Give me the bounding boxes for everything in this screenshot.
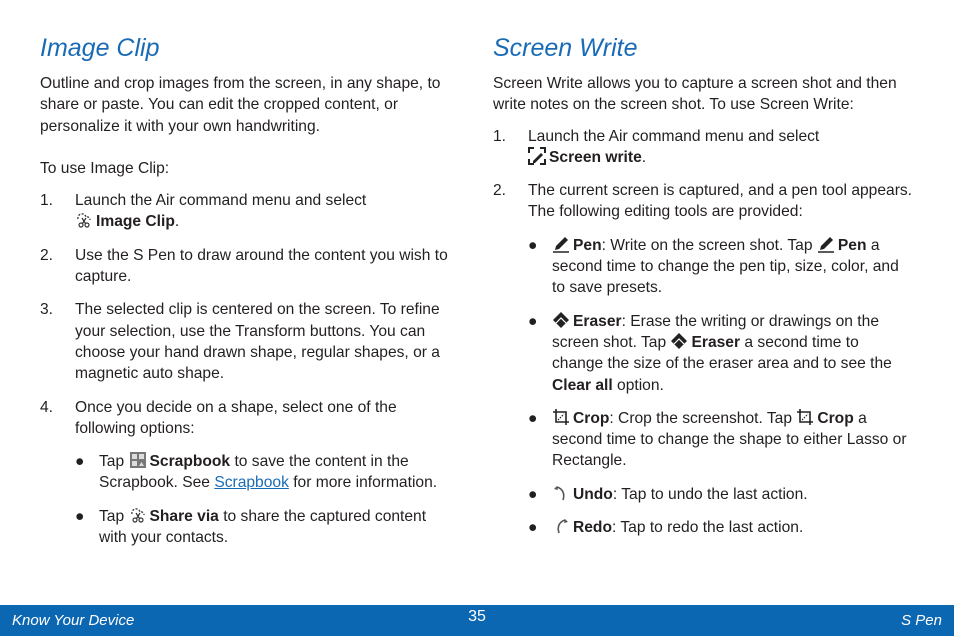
crop-icon bbox=[796, 408, 814, 426]
image-clip-steps bbox=[40, 190, 452, 548]
list-item: ● Tap Share via to share the captured content with your contacts. bbox=[75, 507, 427, 547]
list-item: ● Crop: Crop the screenshot. Tap Crop a second time to change the shape to either Lasso or Rectangle. bbox=[528, 409, 907, 470]
list-item: 3. The selected clip is centered on the screen. To refine your selection, use the Transform buttons. You can choose your hand drawn shape, regular shapes, or a magnetic auto shape. bbox=[40, 301, 440, 383]
scrapbook-link[interactable]: Scrapbook bbox=[214, 474, 289, 492]
list-item: 1. Launch the Air command menu and select Image Clip. bbox=[40, 192, 367, 231]
image-clip-title: Image Clip bbox=[40, 34, 160, 62]
image-clip-intro: Outline and crop images from the screen, in any shape, to share or paste. You can edit the cropped content, or personalize it with your own handwriting. bbox=[40, 75, 441, 135]
page-number: 35 bbox=[468, 608, 486, 625]
pen-icon bbox=[817, 235, 835, 253]
list-item: ● Eraser: Erase the writing or drawings on the screen shot. Tap Eraser a second time to change the size of the eraser area and to see the Clear all option. bbox=[528, 312, 892, 394]
screen-write-tools bbox=[528, 235, 913, 539]
list-item: ● Undo: Tap to undo the last action. bbox=[528, 485, 808, 503]
redo-icon bbox=[552, 517, 570, 535]
list-item: ● Tap Scrapbook to save the content in the Scrapbook. See Scrapbook for more information. bbox=[75, 453, 438, 492]
image-clip-options bbox=[75, 451, 452, 548]
screen-write-intro: Screen Write allows you to capture a screen shot and then write notes on the screen shot. To use Screen Write: bbox=[493, 75, 897, 114]
screen-write-section bbox=[493, 32, 913, 550]
screen-write-title: Screen Write bbox=[493, 34, 638, 62]
list-item: 1. Launch the Air command menu and select Screen write. bbox=[493, 127, 820, 166]
screen-write-steps bbox=[493, 126, 913, 539]
pen-icon bbox=[552, 235, 570, 253]
crop-icon bbox=[552, 408, 570, 426]
undo-icon bbox=[552, 484, 570, 502]
screen-write-icon bbox=[528, 147, 546, 165]
list-item: 2. The current screen is captured, and a pen tool appears. The following editing tools are provided: ● Pen: Write on the screen shot. Tap Pen a second time to change the pen tip, size, color, and to save presets. ● Eraser: Erase the writing or drawings on the screen shot. Tap Eraser a second time to change the size of the eraser area and to see the Clear all option. ● Crop: Crop the screenshot. Tap Crop a second time to change the shape to either Lasso or Rectangle. ● Undo: Tap to undo the last action. ● Redo: Tap to redo the last action. bbox=[493, 180, 913, 538]
eraser-icon bbox=[670, 332, 688, 350]
footer-section: S Pen bbox=[901, 612, 942, 629]
list-item: ● Redo: Tap to redo the last action. bbox=[528, 519, 804, 537]
share-via-icon bbox=[129, 506, 147, 524]
footer-chapter: Know Your Device bbox=[12, 612, 135, 629]
scrapbook-icon bbox=[129, 451, 147, 469]
list-item: 2. Use the S Pen to draw around the content you wish to capture. bbox=[40, 246, 448, 286]
eraser-icon bbox=[552, 311, 570, 329]
list-item: ● Pen: Write on the screen shot. Tap Pen a second time to change the pen tip, size, color, and to save presets. bbox=[528, 236, 899, 297]
list-item: 4. Once you decide on a shape, select one of the following options: ● Tap Scrapbook to save the content in the Scrapbook. See Scrapbook for more information. ● Tap Share via to share the captured content with your contacts. bbox=[40, 397, 452, 549]
image-clip-to-use: To use Image Clip: bbox=[40, 159, 170, 177]
image-clip-icon bbox=[75, 211, 93, 229]
page-footer bbox=[0, 605, 954, 636]
image-clip-section bbox=[40, 32, 452, 560]
